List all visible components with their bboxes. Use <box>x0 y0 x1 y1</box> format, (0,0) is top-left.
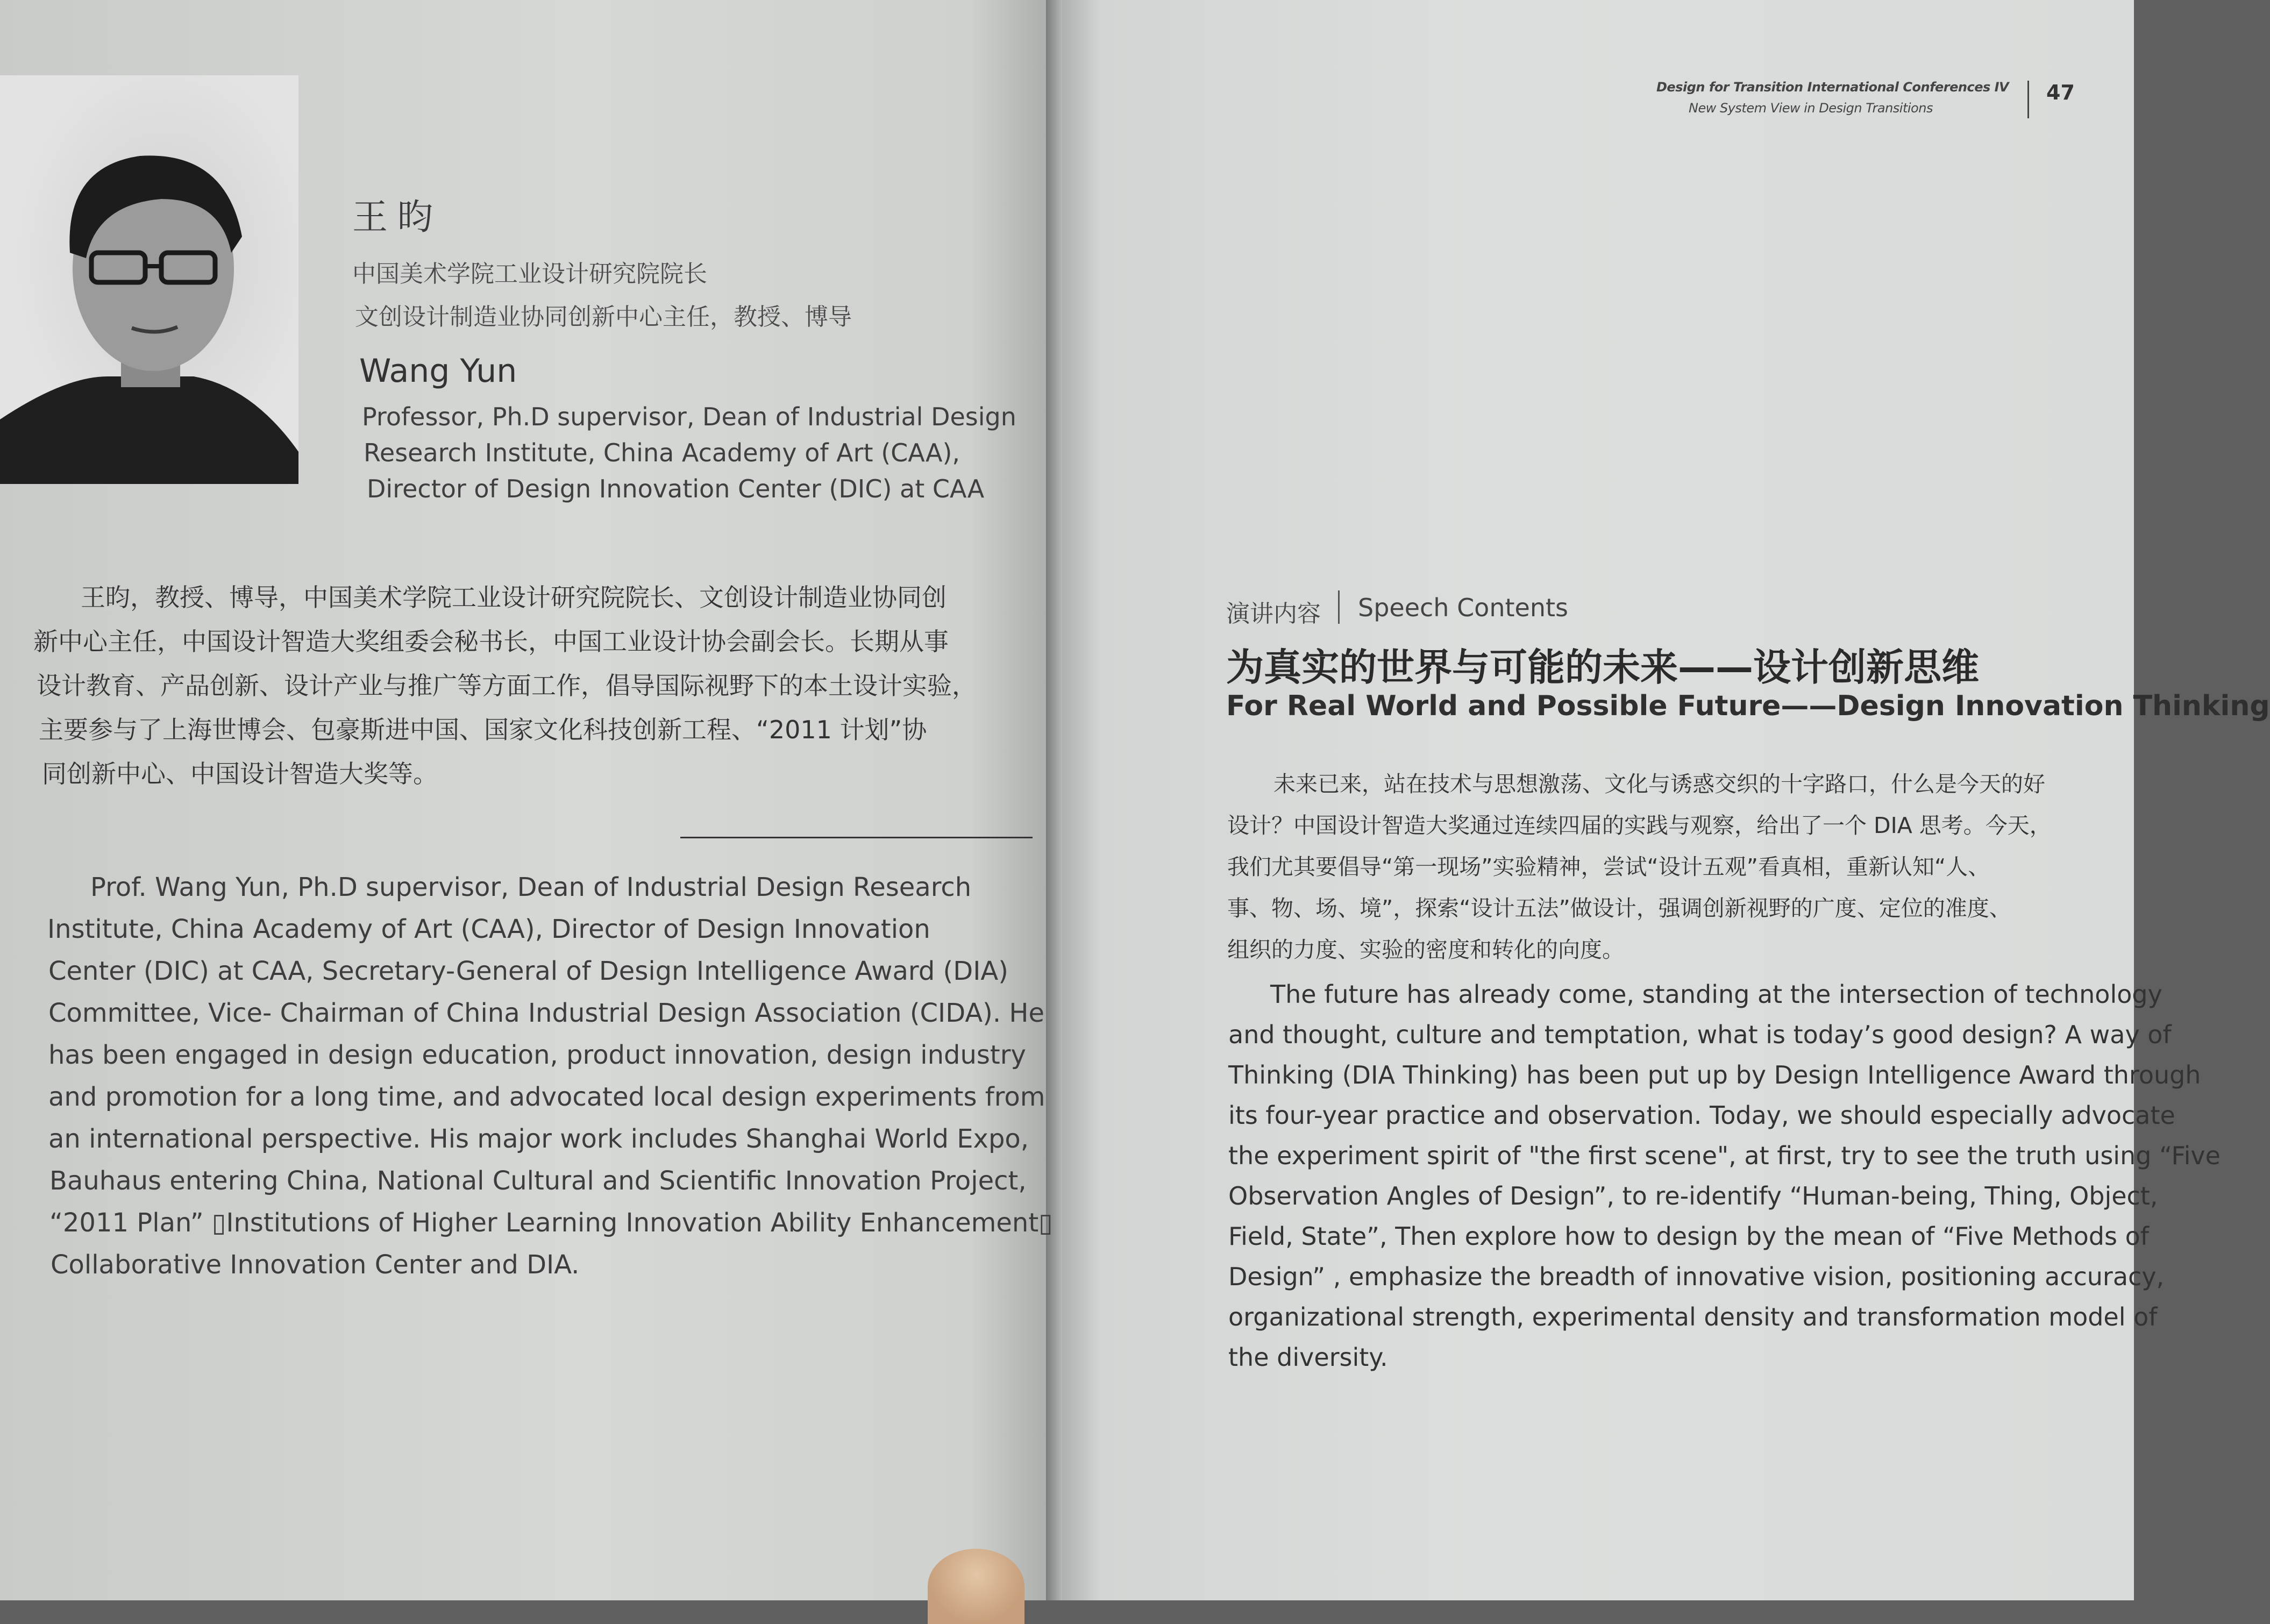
bio-chinese-line: 王昀，教授、博导，中国美术学院工业设计研究院院长、文创设计制造业协同创 <box>81 583 947 612</box>
section-label-divider <box>1338 590 1340 624</box>
running-header-title: Design for Transition International Conferences IV <box>1656 80 2009 95</box>
right-page <box>1046 0 2134 1600</box>
speech-chinese-line: 事、物、场、境”，探索“设计五法”做设计，强调创新视野的广度、定位的准度、 <box>1227 895 2011 921</box>
speaker-title-english-line: Research Institute, China Academy of Art (CAA), <box>364 438 960 467</box>
bio-english-line: Committee, Vice- Chairman of China Industrial Design Association (CIDA). He <box>48 998 1045 1028</box>
bio-english-line: and promotion for a long time, and advocated local design experiments from <box>48 1082 1045 1112</box>
bio-english-line: has been engaged in design education, product innovation, design industry <box>48 1040 1026 1070</box>
book-spine <box>1046 0 1062 1600</box>
bio-english-line: Institute, China Academy of Art (CAA), Director of Design Innovation <box>47 914 930 944</box>
speech-title-chinese: 为真实的世界与可能的未来——设计创新思维 <box>1226 645 1979 689</box>
speaker-title-chinese-line: 中国美术学院工业设计研究院院长 <box>352 260 707 288</box>
speech-title-english: For Real World and Possible Future——Design Innovation Thinking <box>1226 690 2270 722</box>
speaker-title-english-line: Professor, Ph.D supervisor, Dean of Industrial Design <box>362 402 1016 431</box>
bio-english-line: Center (DIC) at CAA, Secretary-General of Design Intelligence Award (DIA) <box>48 956 1008 986</box>
speech-english-line: The future has already come, standing at the intersection of technology <box>1270 980 2162 1009</box>
header-divider <box>2027 81 2029 118</box>
speech-english-line: the diversity. <box>1228 1343 1388 1372</box>
speaker-name-english: Wang Yun <box>359 352 517 390</box>
speech-english-line: the experiment spirit of "the first scene", at first, try to see the truth using “Five <box>1228 1141 2221 1170</box>
speech-chinese-line: 设计？中国设计智造大奖通过连续四届的实践与观察，给出了一个 DIA 思考。今天， <box>1227 813 2052 838</box>
speech-english-line: Observation Angles of Design”, to re-identify “Human-being, Thing, Object, <box>1228 1181 2158 1210</box>
speech-chinese-line: 我们尤其要倡导“第一现场”实验精神，尝试“设计五观”看真相，重新认知“人、 <box>1227 854 1990 880</box>
bio-english-line: “2011 Plan” ▯Institutions of Higher Learning Innovation Ability Enhancement▯ <box>49 1208 1053 1238</box>
speaker-title-english-line: Director of Design Innovation Center (DIC) at CAA <box>367 474 985 503</box>
speech-english-line: Field, State”, Then explore how to design by the mean of “Five Methods of <box>1228 1222 2149 1251</box>
speech-english-line: and thought, culture and temptation, what is today’s good design? A way of <box>1228 1020 2172 1049</box>
page-number: 47 <box>2046 81 2075 104</box>
speaker-name-chinese: 王昀 <box>352 196 443 238</box>
bio-english-line: Bauhaus entering China, National Cultural and Scientific Innovation Project, <box>49 1166 1027 1196</box>
bio-english-line: Prof. Wang Yun, Ph.D supervisor, Dean of Industrial Design Research <box>90 872 972 902</box>
running-header-subtitle: New System View in Design Transitions <box>1689 101 1933 116</box>
speech-english-line: Thinking (DIA Thinking) has been put up by Design Intelligence Award through <box>1228 1060 2201 1089</box>
bio-english-line: an international perspective. His major work includes Shanghai World Expo, <box>48 1124 1029 1154</box>
section-label-chinese: 演讲内容 <box>1226 600 1321 628</box>
speech-chinese-line: 未来已来，站在技术与思想激荡、文化与诱惑交织的十字路口，什么是今天的好 <box>1273 771 2045 797</box>
bio-chinese-line: 同创新中心、中国设计智造大奖等。 <box>42 759 438 788</box>
bio-chinese-line: 主要参与了上海世博会、包豪斯进中国、国家文化科技创新工程、“2011 计划”协 <box>39 715 927 744</box>
speech-chinese-line: 组织的力度、实验的密度和转化的向度。 <box>1227 937 1624 963</box>
bio-chinese-line: 设计教育、产品创新、设计产业与推广等方面工作，倡导国际视野下的本土设计实验， <box>37 671 977 700</box>
fingertip <box>928 1549 1024 1624</box>
speech-english-line: Design” , emphasize the breadth of innovative vision, positioning accuracy, <box>1228 1262 2165 1291</box>
section-divider <box>680 837 1033 838</box>
speaker-title-chinese-line: 文创设计制造业协同创新中心主任，教授、博导 <box>355 303 852 331</box>
speech-english-line: its four-year practice and observation. Today, we should especially advocate <box>1228 1101 2175 1130</box>
speech-english-line: organizational strength, experimental density and transformation model of <box>1228 1302 2158 1331</box>
portrait-photo <box>0 75 298 484</box>
bio-chinese-line: 新中心主任，中国设计智造大奖组委会秘书长，中国工业设计协会副会长。长期从事 <box>33 627 949 656</box>
bio-english-line: Collaborative Innovation Center and DIA. <box>51 1250 580 1280</box>
section-label-english: Speech Contents <box>1358 593 1568 622</box>
